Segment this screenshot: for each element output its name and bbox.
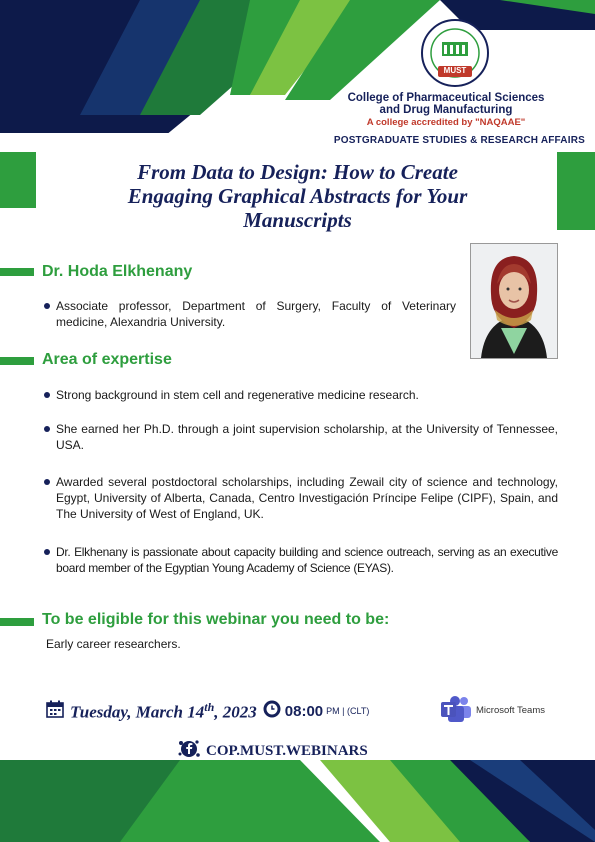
expertise-text: Dr. Elkhenany is passionate about capacity building and science outreach, serving as an executive board member of the Egyptian Young Academy of Science (EYAS).	[56, 545, 558, 575]
expertise-item	[44, 387, 554, 403]
speaker-position: Associate professor, Department of Surgery, Faculty of Veterinary medicine, Alexandria University.	[56, 299, 456, 329]
must-logo	[420, 18, 490, 88]
bottom-banner	[0, 760, 595, 842]
speaker-section-bar	[0, 268, 34, 276]
title-line2: Engaging Graphical Abstracts for Your	[127, 184, 468, 208]
logo-badge: MUST	[443, 66, 467, 75]
title-line1: From Data to Design: How to Create	[137, 160, 458, 184]
eligibility-heading: To be eligible for this webinar you need to be:	[42, 611, 390, 628]
clock-icon	[263, 700, 281, 723]
department-strip	[0, 133, 595, 148]
speaker-position-item	[44, 298, 456, 330]
microsoft-teams-icon	[440, 695, 472, 730]
platform-name: Microsoft Teams	[476, 705, 545, 716]
expertise-text: Awarded several postdoctoral scholarships, including Zewail city of science and technology, Egypt, University of Alberta, Canada, Centro Investigación Príncipe Felipe (CIPF), Spain, and The University of West of England, UK.	[56, 475, 558, 521]
social-link[interactable]	[178, 740, 368, 762]
calendar-icon	[46, 700, 64, 723]
facebook-page-name[interactable]: COP.MUST.WEBINARS	[206, 742, 368, 759]
event-date-main: Tuesday, March 14	[70, 702, 205, 722]
event-schedule	[46, 700, 369, 722]
eligibility-text: Early career researchers.	[46, 637, 181, 651]
college-name-line1: College of Pharmaceutical Sciences	[347, 92, 545, 104]
accreditation-text: A college accredited by "NAQAAE"	[366, 117, 526, 128]
bullet-icon	[44, 426, 50, 432]
expertise-text: She earned her Ph.D. through a joint supervision scholarship, at the University of Tennessee, USA.	[56, 422, 558, 452]
expertise-heading: Area of expertise	[42, 351, 172, 368]
college-name-line2: and Drug Manufacturing	[379, 104, 513, 116]
event-date-year: , 2023	[214, 702, 257, 722]
webinar-title	[60, 160, 535, 232]
college-name	[330, 92, 562, 116]
event-time: 08:00	[284, 702, 324, 720]
speaker-name: Dr. Hoda Elkhenany	[42, 263, 193, 280]
event-date	[70, 700, 257, 723]
right-accent-bar	[557, 152, 595, 230]
facebook-icon	[178, 738, 200, 765]
event-time-zone: PM | (CLT)	[326, 706, 370, 716]
bullet-icon	[44, 479, 50, 485]
event-date-suffix: th	[204, 699, 215, 714]
eligibility-section-bar	[0, 618, 34, 626]
expertise-text: Strong background in stem cell and regenerative medicine research.	[56, 388, 419, 402]
title-line3: Manuscripts	[243, 208, 352, 232]
department-name: POSTGRADUATE STUDIES & RESEARCH AFFAIRS	[333, 135, 585, 146]
bullet-icon	[44, 549, 50, 555]
speaker-photo	[470, 243, 558, 359]
expertise-item	[44, 474, 558, 522]
bullet-icon	[44, 303, 50, 309]
bottom-banner-graphic	[0, 760, 595, 842]
expertise-section-bar	[0, 357, 34, 365]
bullet-icon	[44, 392, 50, 398]
expertise-item	[44, 544, 558, 576]
left-accent-bar	[0, 152, 36, 208]
expertise-item	[44, 421, 558, 453]
